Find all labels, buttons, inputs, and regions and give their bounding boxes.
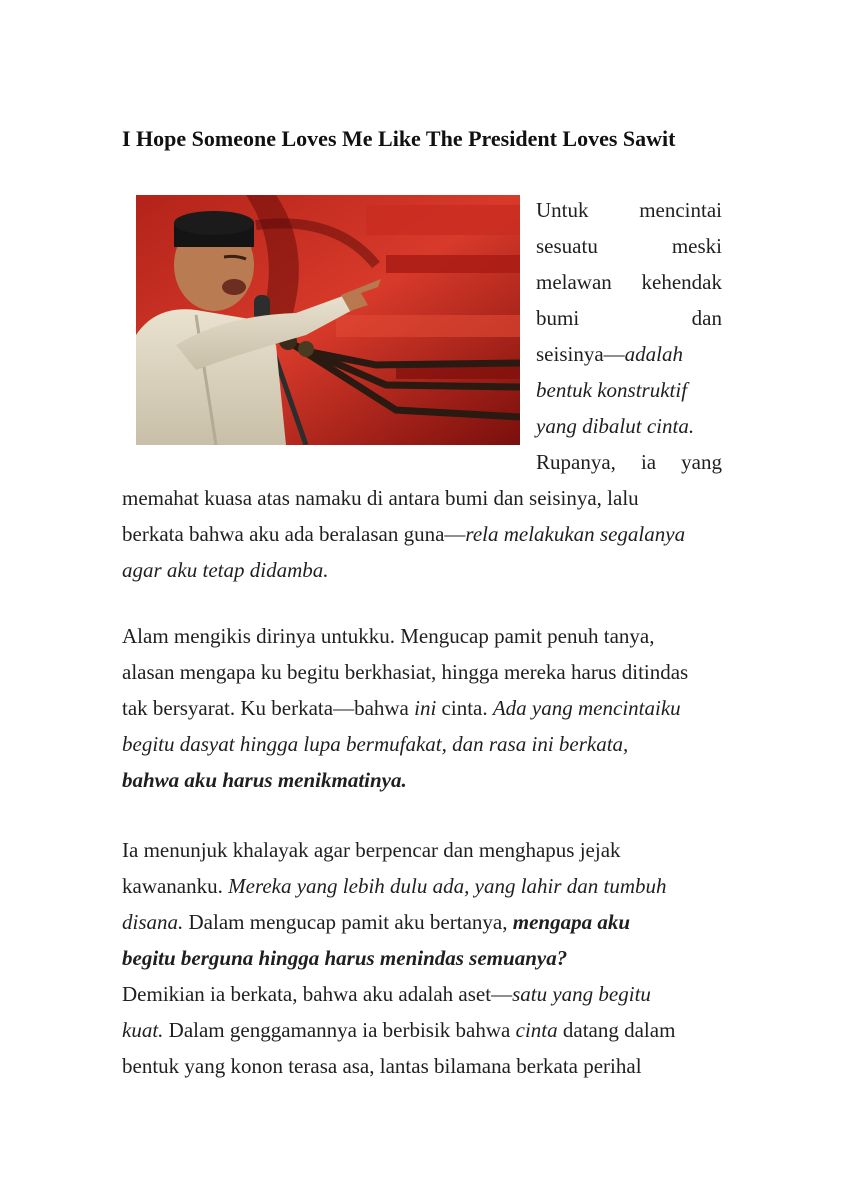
text-run: cinta [515,1018,558,1042]
side-line [536,408,722,444]
paragraph-1 [122,480,722,588]
word: Untuk [536,198,589,222]
word: bentuk konstruktif [536,378,688,402]
text-line: Ia menunjuk khalayak agar berpencar dan menghapus jejak [122,838,621,862]
side-line [536,372,722,408]
text-line [122,868,722,904]
text-run: Ada yang mencintaiku [492,696,681,720]
word: yang [681,450,722,474]
text-line: bahwa aku harus menikmatinya. [122,768,407,792]
side-line [536,336,722,372]
text-run: tak bersyarat. Ku berkata—bahwa [122,696,415,720]
text-run: rela melakukan segalanya [465,522,686,546]
text-line: memahat kuasa atas namaku di antara bumi dan seisinya, lalu [122,486,639,510]
word: meski [671,234,722,258]
article-title: I Hope Someone Loves Me Like The President Loves Sawit [122,126,676,151]
text-run: Mereka yang lebih dulu ada, yang lahir dan tumbuh [228,874,667,898]
word: bumi [536,306,580,330]
side-line [536,228,722,264]
side-line [536,264,722,300]
word: ia [640,450,657,474]
text-line: alasan mengapa ku begitu berkhasiat, hingga mereka harus ditindas [122,660,689,684]
paragraph-3 [122,832,722,1084]
word: sesuatu [536,234,598,258]
side-line [536,192,722,228]
word: dan [691,306,722,330]
side-column-text [536,192,722,480]
word: seisinya— [536,342,625,366]
paragraph-2 [122,618,722,798]
text-run: berkata bahwa aku ada beralasan guna— [122,522,466,546]
side-line [536,444,722,480]
text-line: bentuk yang konon terasa asa, lantas bilamana berkata perihal [122,1054,642,1078]
text-line [122,1012,722,1048]
word: yang dibalut cinta. [536,414,695,438]
text-line [122,976,722,1012]
text-run: satu yang begitu [512,982,651,1006]
word: Rupanya, [536,450,616,474]
word: adalah [624,342,683,366]
text-run: datang dalam [557,1018,676,1042]
text-run: ini [414,696,437,720]
text-run: disana. [122,910,184,934]
word: kehendak [641,270,722,294]
text-line: begitu dasyat hingga lupa bermufakat, dan rasa ini berkata, [122,732,629,756]
word: melawan [536,270,612,294]
side-line [536,300,722,336]
speaker-photo-icon [136,195,520,445]
text-run: Dalam mengucap pamit aku bertanya, [183,910,513,934]
text-run: kuat. [122,1018,164,1042]
text-line [122,690,722,726]
speaker-photo [136,195,520,445]
text-line: Alam mengikis dirinya untukku. Mengucap pamit penuh tanya, [122,624,655,648]
text-line: begitu berguna hingga harus menindas semuanya? [122,946,568,970]
text-run: kawananku. [122,874,229,898]
text-run: Dalam genggamannya ia berbisik bahwa [163,1018,516,1042]
text-line [122,516,722,552]
text-run: cinta. [436,696,493,720]
text-line: agar aku tetap didamba. [122,558,329,582]
text-run: mengapa aku [512,910,630,934]
text-run: Demikian ia berkata, bahwa aku adalah aset— [122,982,513,1006]
word: mencintai [639,198,722,222]
text-line [122,904,722,940]
